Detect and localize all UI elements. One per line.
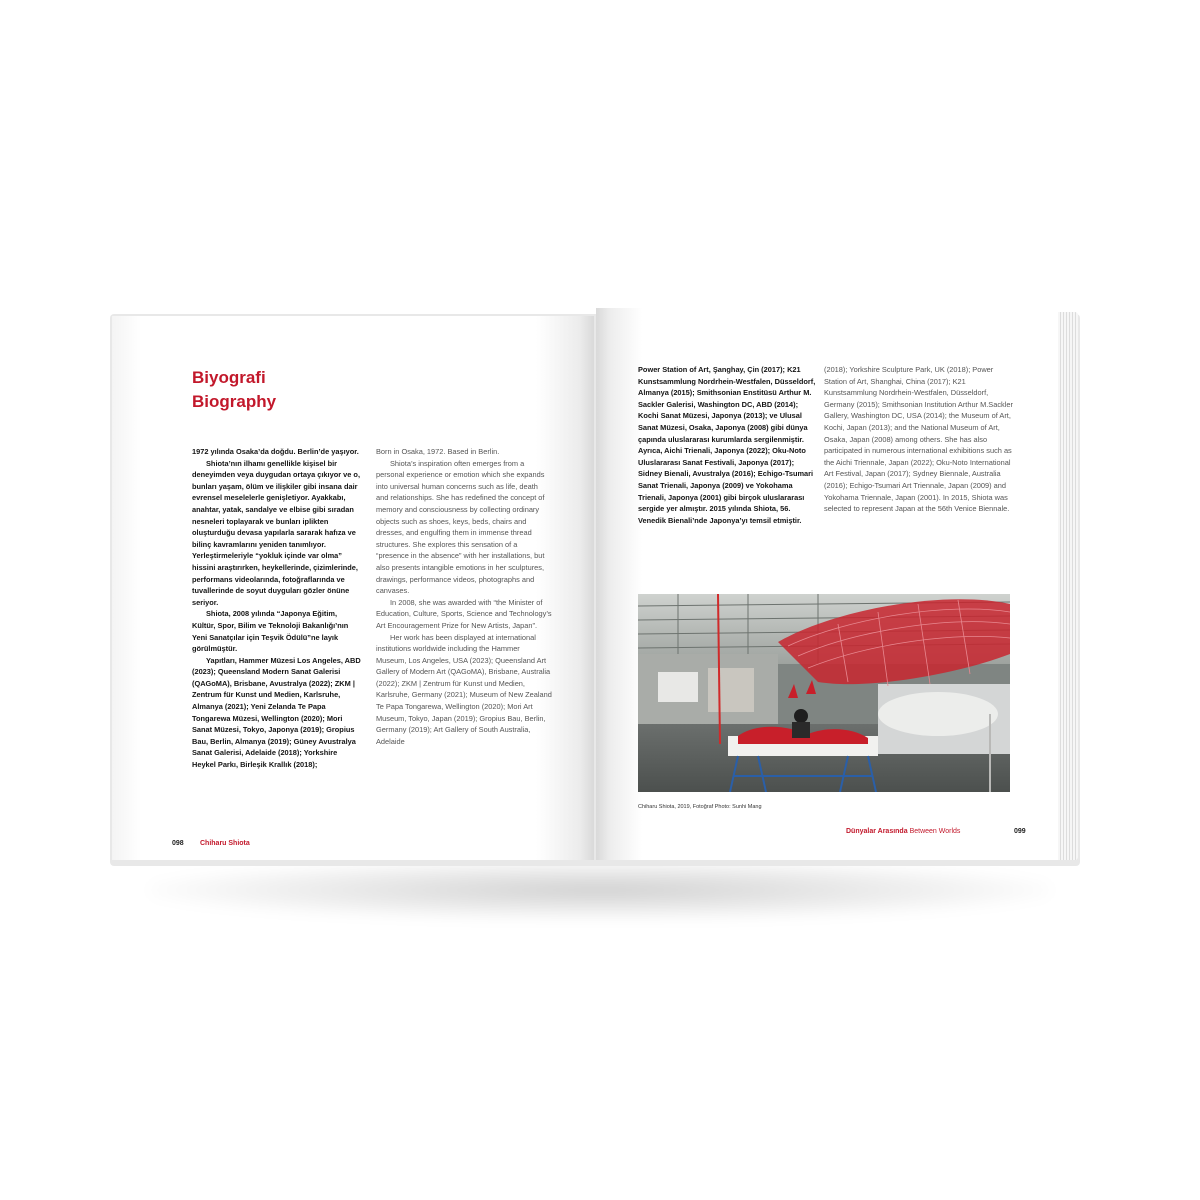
paragraph: Born in Osaka, 1972. Based in Berlin. <box>376 447 500 456</box>
turkish-biography-continued <box>638 364 816 526</box>
running-head-left: Chiharu Shiota <box>200 840 250 847</box>
paragraph: 1972 yılında Osaka’da doğdu. Berlin’de yaşıyor. <box>192 447 359 456</box>
page-number-left: 098 <box>172 840 184 847</box>
paragraph: Yapıtları, Hammer Müzesi Los Angeles, ABD (2023); Queensland Modern Sanat Galerisi (QAGoMA), Brisbane, Avustralya (2022); ZKM | Zentrum für Kunst und Medien, Karlsruhe, Almanya (2021); Yeni Zelanda Te Papa Tongarewa Müzesi, Wellington (2020); Mori Sanat Müzesi, Tokyo, Japonya (2019); Gropius Bau, Berlin, Almanya (2019); Güney Avustralya Sanat Galerisi, Adelaide (2018); Yorkshire Heykel Parkı, Birleşik Krallık (2018); <box>192 655 361 770</box>
paragraph: (2018); Yorkshire Sculpture Park, UK (2018); Power Station of Art, Shanghai, China (2017); K21 Kunstsammlung Nordrhein-Westfalen, Düsseldorf, Germany (2015); Smithsonian Institution Arthur M.Sackler Gallery, Washington DC, USA (2014); the Museum of Art, Kochi, Japan (2013); and the National Museum of Art, Osaka, Japan (2008) among others. She has also participated in numerous international exhibitions such as the Aichi Triennale, Japan (2022); Oku-Noto International Art Festival, Japan (2017); Sydney Biennale, Australia (2016); Echigo-Tsumari Art Triennale, Japan (2009) and Yokohama Triennale, Japan (2001). In 2015, Shiota was selected to represent Japan at the 56th Venice Biennale. <box>824 365 1013 514</box>
page-number-right: 099 <box>1014 828 1026 835</box>
artist-studio-photo <box>638 594 1010 792</box>
english-biography-continued <box>824 364 1014 515</box>
photo-caption: Chiharu Shiota, 2019, Fotoğraf Photo: Sunhi Mang <box>638 804 762 810</box>
paragraph: In 2008, she was awarded with “the Minister of Education, Culture, Sports, Science and Technology’s Art Encouragement Prize for New Artists, Japan”. <box>376 597 552 630</box>
title-english: Biography <box>192 392 277 411</box>
studio-photo-image <box>638 594 1010 792</box>
turkish-biography-column <box>192 446 362 771</box>
title-turkish: Biyografi <box>192 368 266 387</box>
running-head-turkish: Dünyalar Arasında <box>846 828 908 835</box>
open-book <box>110 300 1080 870</box>
paragraph: Shiota’s inspiration often emerges from a personal experience or emotion which she expands into universal human concerns such as life, death and relationships. She has redefined the concept of memory and consciousness by collecting ordinary objects such as shoes, keys, beds, chairs and dresses, and engulfing them in immense thread structures. She explores this sensation of a “presence in the absence” with her installations, but also presents intangible emotions in her sculptures, drawings, performance videos, photographs and canvases. <box>376 458 545 596</box>
running-head-right <box>846 828 960 835</box>
paragraph: Her work has been displayed at international institutions worldwide including the Hammer Museum, Los Angeles, USA (2023); Queensland Art Gallery of Modern Art (QAGoMA), Brisbane, Australia (2022); ZKM | Zentrum für Kunst und Medien, Karlsruhe, Germany (2021); Museum of New Zealand Te Papa Tongarewa, Wellington (2020); Mori Art Museum, Tokyo, Japan (2019); Gropius Bau, Berlin, Germany (2019); Art Gallery of South Australia, Adelaide <box>376 632 552 746</box>
paragraph: Shiota’nın ilhamı genellikle kişisel bir deneyimden veya duygudan ortaya çıkıyor ve o, bunları yaşam, ölüm ve ilişkiler gibi insana dair evrensel meselelerle genişletiyor. Ayakkabı, anahtar, yatak, sandalye ve elbise gibi sıradan nesneleri toplayarak ve bunları iplikten oluşturduğu devasa yapılarla sararak hafıza ve bilinç kavramlarını yeniden tanımlıyor. Yerleştirmeleriyle “yokluk içinde var olma” hissini araştırırken, heykellerinde, çizimlerinde, performans videolarında, fotoğraflarında ve tuvallerinde de soyut duyguları gözler önüne seriyor. <box>192 458 360 607</box>
right-page <box>596 308 1058 860</box>
left-page <box>112 316 594 860</box>
running-head-english: Between Worlds <box>909 828 961 835</box>
english-biography-column <box>376 446 552 747</box>
paragraph: Power Station of Art, Şanghay, Çin (2017); K21 Kunstsammlung Nordrhein-Westfalen, Düsseldorf, Almanya (2015); Smithsonian Enstitüsü Arthur M. Sackler Galerisi, Washington DC, ABD (2014); Kochi Sanat Müzesi, Japonya (2013); ve Ulusal Sanat Müzesi, Osaka, Japonya (2008) gibi dünya çapında uluslararası kurumlarda sergilenmiştir. Ayrıca, Aichi Trienali, Japonya (2022); Oku-Noto Uluslararası Sanat Festivali, Japonya (2017); Sidney Bienali, Avustralya (2016); Echigo-Tsumari Sanat Trienali, Japonya (2009) ve Yokohama Trienali, Japonya (2001) gibi birçok uluslararası sergide yer almıştır. 2015 yılında Shiota, 56. Venedik Bienali’nde Japonya’yı temsil etmiştir. <box>638 365 816 525</box>
paragraph: Shiota, 2008 yılında “Japonya Eğitim, Kültür, Spor, Bilim ve Teknoloji Bakanlığı’nın Yeni Sanatçılar için Teşvik Ödülü”ne layık görülmüştür. <box>192 609 349 654</box>
page-edges <box>1058 312 1078 860</box>
